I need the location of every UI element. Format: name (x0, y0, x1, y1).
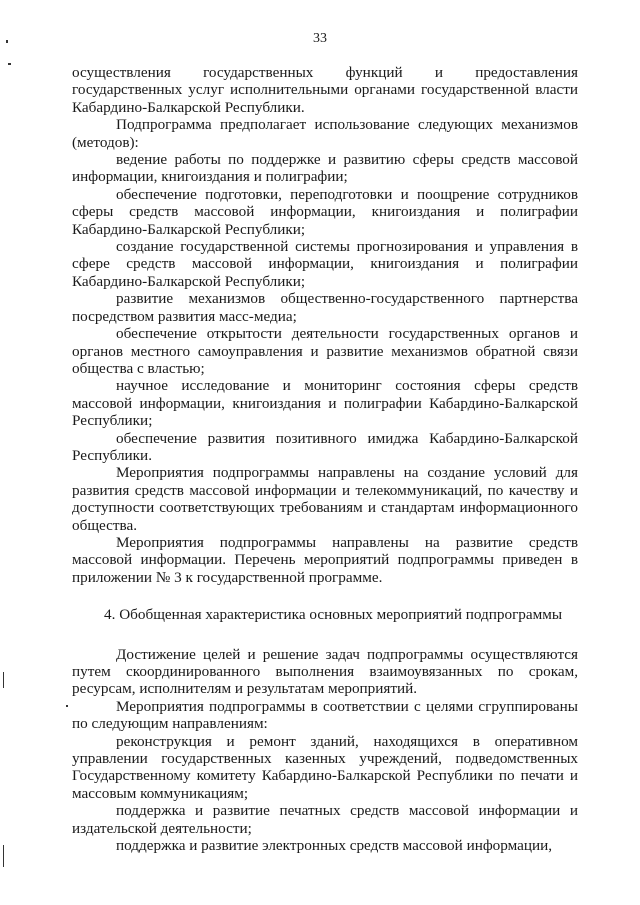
section-heading: 4. Обобщенная характеристика основных мероприятий подпрограммы (104, 606, 563, 624)
list-paragraph: научное исследование и мониторинг состояния сферы средств массовой информации, книгоиздания и полиграфии Кабардино-Балкарской Республики; (72, 377, 578, 430)
scan-edge-mark (3, 672, 4, 688)
paragraph: Мероприятия подпрограммы направлены на создание условий для развития средств массовой информации и телекоммуникаций, по качеству и доступности соответствующих требованиям и стандартам информационного общества. (72, 464, 578, 534)
list-paragraph: развитие механизмов общественно-государственного партнерства посредством развития масс-медиа; (72, 290, 578, 325)
paragraph: Мероприятия подпрограммы направлены на развитие средств массовой информации. Перечень мероприятий подпрограммы приведен в приложении № 3 к государственной программе. (72, 533, 578, 586)
list-paragraph: обеспечение развития позитивного имиджа Кабардино-Балкарской Республики. (72, 429, 578, 464)
paragraph: Достижение целей и решение задач подпрограммы осуществляются путем скоординированного выполнения взаимоувязанных по срокам, ресурсам, исполнителям и результатам мероприятий. (72, 645, 578, 698)
list-paragraph: поддержка и развитие электронных средств массовой информации, (116, 837, 553, 855)
scan-speck (8, 63, 11, 65)
scan-edge-mark (3, 845, 4, 867)
list-paragraph: создание государственной системы прогнозирования и управления в сфере средств массовой информации, книгоиздания и полиграфии Кабардино-Балкарской Республики; (72, 238, 578, 290)
list-paragraph: ведение работы по поддержке и развитию сферы средств массовой информации, книгоиздания и полиграфии; (72, 151, 578, 186)
document-body (72, 64, 578, 854)
paragraph: осуществления государственных функций и предоставления государственных услуг исполнительными органами государственной власти Кабардино-Балкарской Республики. (72, 64, 578, 116)
page-number: 33 (313, 31, 327, 46)
list-paragraph: обеспечение подготовки, переподготовки и поощрение сотрудников сферы средств массовой информации, книгоиздания и полиграфии Кабардино-Балкарской Республики; (72, 185, 578, 238)
paragraph: Подпрограмма предполагает использование следующих механизмов (методов): (72, 116, 578, 151)
list-paragraph: обеспечение открытости деятельности государственных органов и органов местного самоуправления и развитие механизмов обратной связи общества с властью; (72, 325, 578, 377)
list-paragraph: реконструкция и ремонт зданий, находящихся в оперативном управлении государственных казенных учреждений, подведомственных Государственному комитету Кабардино-Балкарской Республики по печати и массовым коммуникациям; (72, 732, 578, 802)
paragraph: Мероприятия подпрограммы в соответствии с целями сгруппированы по следующим направлениям: (72, 697, 578, 733)
list-paragraph: поддержка и развитие печатных средств массовой информации и издательской деятельности; (72, 802, 578, 837)
scan-speck (66, 705, 68, 707)
